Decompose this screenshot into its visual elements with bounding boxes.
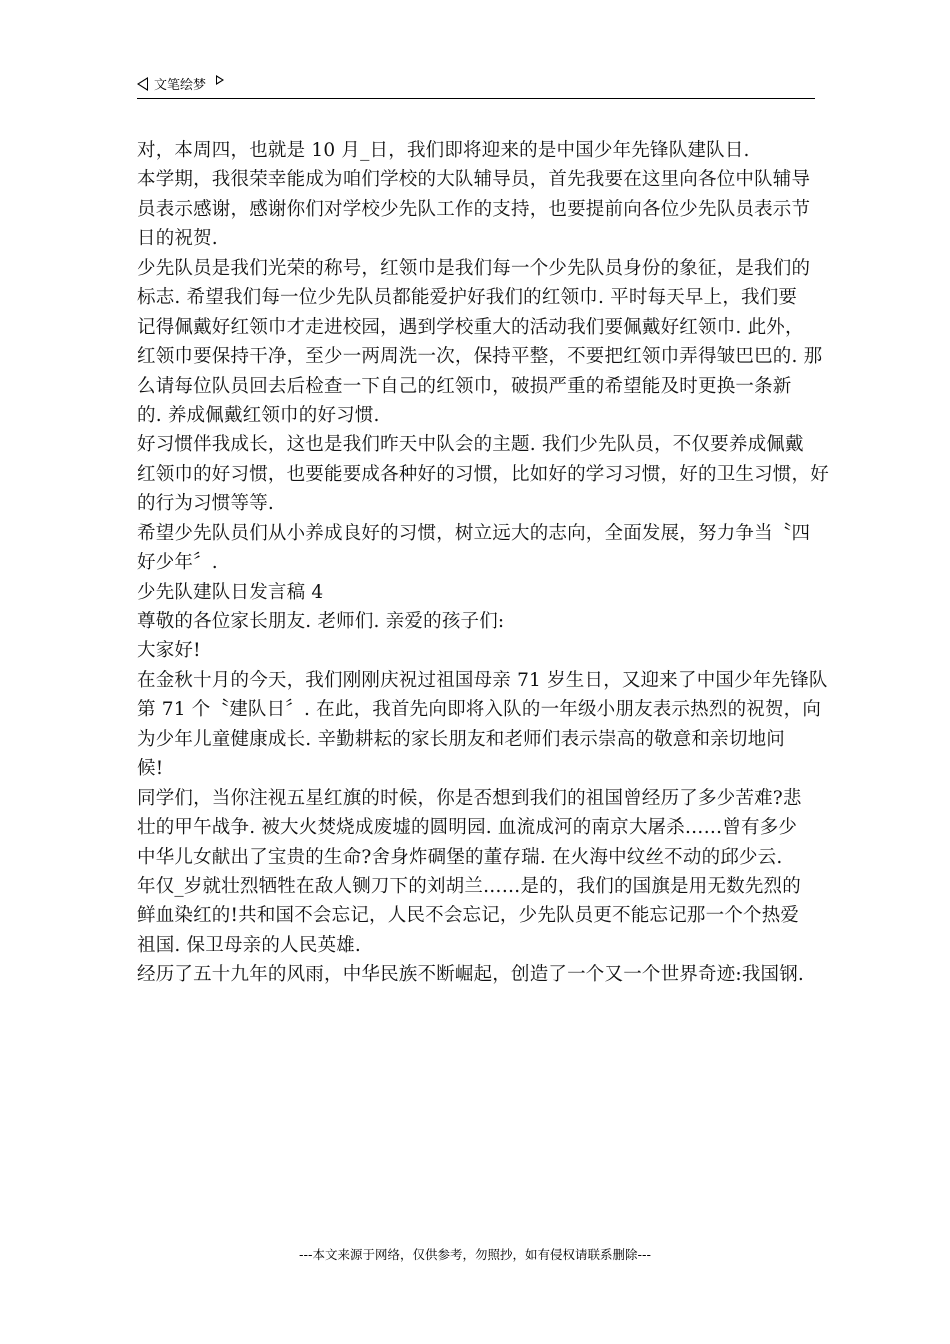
body-line: 日的祝贺. [137, 228, 218, 250]
body-line: 候! [137, 758, 164, 780]
body-line: 红领巾的好习惯，也要能要成各种好的习惯，比如好的学习习惯，好的卫生习惯，好 [137, 463, 829, 485]
body-line: 少先队员是我们光荣的称号，红领巾是我们每一个少先队员身份的象征，是我们的 [137, 257, 811, 279]
body-line: 壮的甲午战争. 被大火焚烧成废墟的圆明园. 血流成河的南京大屠杀……曾有多少 [137, 817, 798, 839]
right-triangle-icon [216, 75, 224, 85]
body-line: 红领巾要保持干净，至少一两周洗一次，保持平整，不要把红领巾弄得皱巴巴的. 那 [137, 346, 823, 368]
body-line: 鲜血染红的!共和国不会忘记，人民不会忘记，少先队员更不能忘记那一个个热爱 [137, 905, 800, 927]
body-line: 祖国. 保卫母亲的人民英雄. [137, 934, 361, 956]
body-line: 希望少先队员们从小养成良好的习惯，树立远大的志向，全面发展，努力争当〝四 [137, 522, 811, 544]
body-line: 在金秋十月的今天，我们刚刚庆祝过祖国母亲 71 岁生日，又迎来了中国少年先锋队 [137, 669, 828, 691]
document-body [137, 136, 827, 990]
body-line: 记得佩戴好红领巾才走进校园，遇到学校重大的活动我们要佩戴好红领巾. 此外， [137, 316, 804, 338]
body-line: 好习惯伴我成长，这也是我们昨天中队会的主题. 我们少先队员，不仅要养成佩戴 [137, 434, 804, 456]
header-brand-group [137, 74, 224, 93]
body-line: 经历了五十九年的风雨，中华民族不断崛起，创造了一个又一个世界奇迹:我国钢. [137, 964, 805, 986]
body-line: 大家好! [137, 640, 201, 662]
body-line: 中华儿女献出了宝贵的生命?舍身炸碉堡的董存瑞. 在火海中纹丝不动的邱少云. [137, 846, 783, 868]
body-line: 第 71 个〝建队日〞. 在此，我首先向即将入队的一年级小朋友表示热烈的祝贺，向 [137, 699, 822, 721]
footer-notice: ---本文来源于网络，仅供参考，勿照抄，如有侵权请联系删除--- [298, 1247, 652, 1262]
body-line: 么请每位队员回去后检查一下自己的红领巾，破损严重的希望能及时更换一条新 [137, 375, 792, 397]
body-line: 尊敬的各位家长朋友. 老师们. 亲爱的孩子们: [137, 611, 505, 632]
section-title: 少先队建队日发言稿 4 [137, 581, 324, 603]
body-line: 标志. 希望我们每一位少先队员都能爱护好我们的红领巾. 平时每天早上，我们要 [137, 287, 798, 309]
body-line: 年仅_岁就壮烈牺牲在敌人铡刀下的刘胡兰……是的，我们的国旗是用无数先烈的 [137, 875, 801, 897]
left-triangle-icon [137, 77, 148, 91]
body-line: 同学们，当你注视五星红旗的时候，你是否想到我们的祖国曾经历了多少苦难?悲 [137, 787, 802, 809]
body-line: 员表示感谢，感谢你们对学校少先队工作的支持，也要提前向各位少先队员表示节 [137, 198, 811, 220]
page-header [137, 72, 815, 99]
header-brand: 文笔绘梦 [154, 78, 207, 93]
body-line: 的行为习惯等等. [137, 493, 274, 515]
body-line: 好少年〞. [137, 552, 218, 574]
body-line: 的. 养成佩戴红领巾的好习惯. [137, 404, 380, 426]
body-line: 本学期，我很荣幸能成为咱们学校的大队辅导员，首先我要在这里向各位中队辅导 [137, 169, 811, 191]
body-line: 对，本周四，也就是 10 月_日，我们即将迎来的是中国少年先锋队建队日. [137, 140, 750, 161]
body-line: 为少年儿童健康成长. 辛勤耕耘的家长朋友和老师们表示崇高的敬意和亲切地问 [137, 728, 785, 750]
